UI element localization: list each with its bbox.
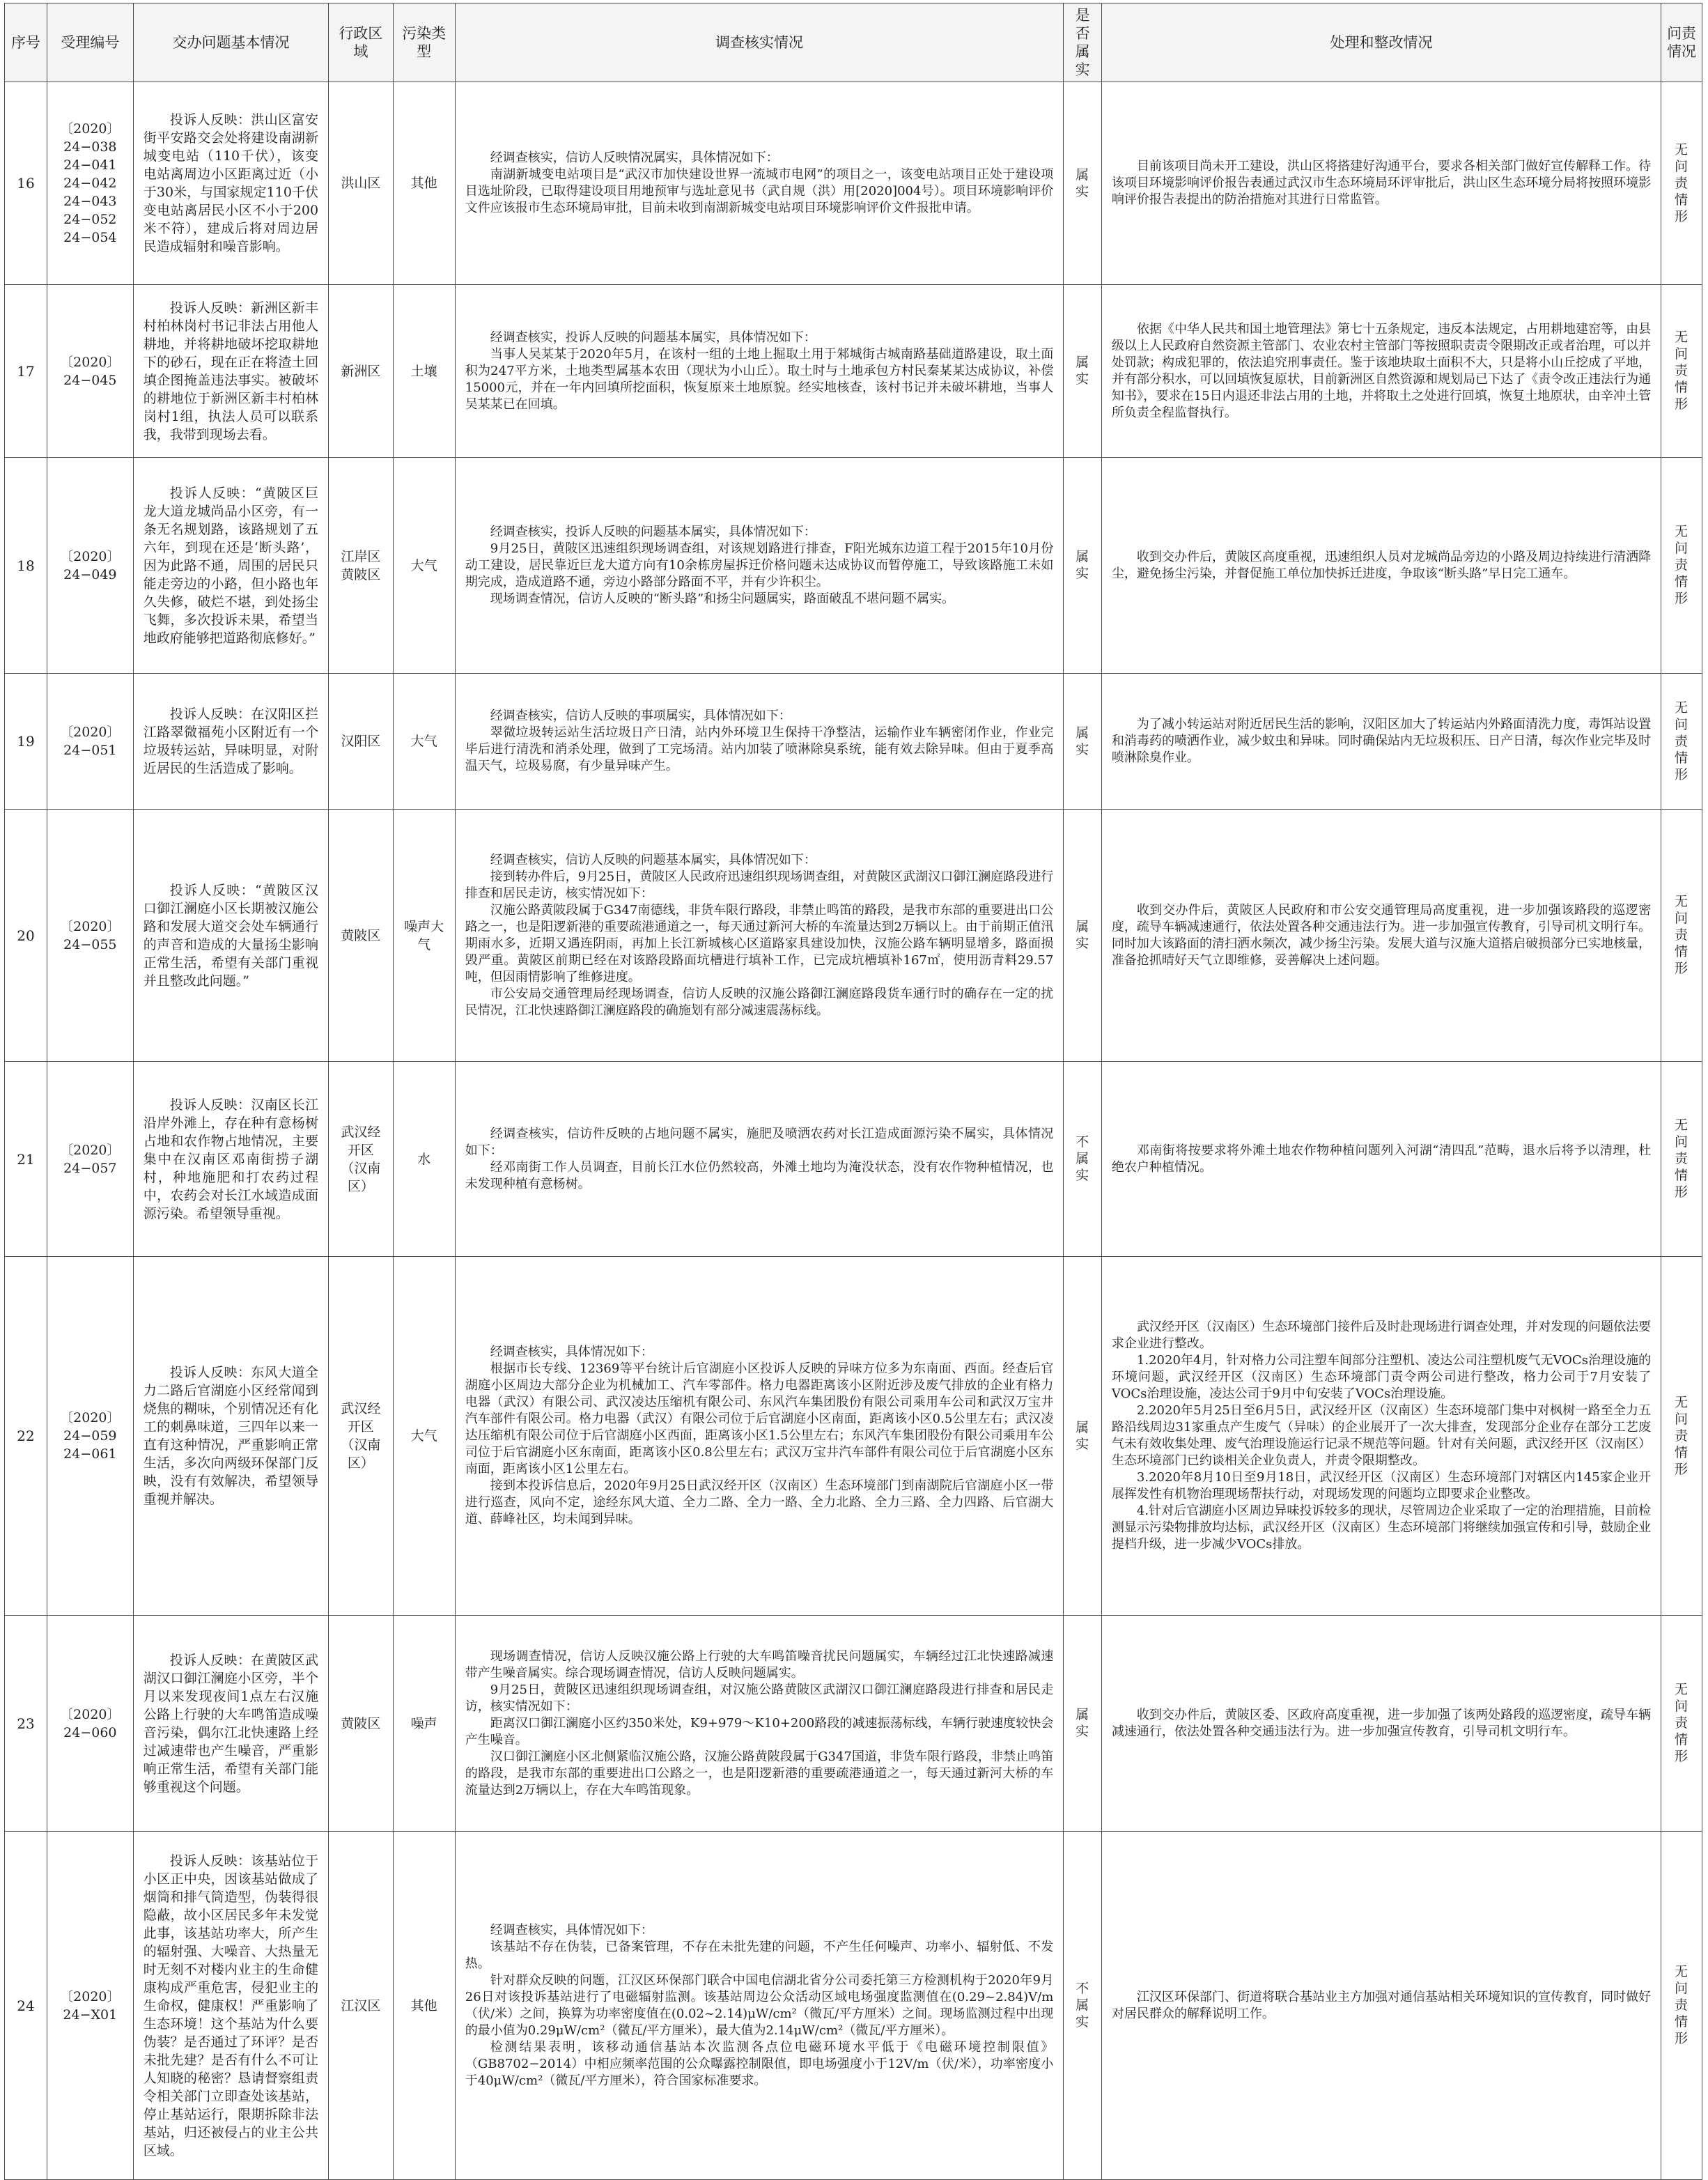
- verified-text: 属实: [1076, 167, 1090, 199]
- cell-area: 江岸区黄陂区: [329, 458, 393, 674]
- issue-text: 投诉人反映：“黄陂区巨龙大道龙城尚品小区旁，有一条无名规划路，该路规划了五六年，到现在还是‘断头路’，因为此路不通，周围的居民只能走旁边的小路，但小路也年久失修，破烂不堪，到处扬尘飞舞，多次投诉未果，希望当地政府能够把道路彻底修好。”: [143, 485, 319, 646]
- cell-id: [47, 1616, 133, 1832]
- cell-issue: [133, 1616, 328, 1832]
- case-id: 〔2020〕: [60, 725, 121, 740]
- cell-area: 汉阳区: [329, 674, 393, 810]
- case-id: 24−054: [63, 230, 117, 245]
- case-id: 〔2020〕: [60, 548, 121, 564]
- case-id: 24−038: [63, 139, 117, 155]
- handling-paragraph: 3.2020年8月10日至9月18日，武汉经开区（汉南区）生态环境部门对辖区内145家企业开展挥发性有机物治理现场帮扶行动，对现场发现的问题均立即要求企业整改。: [1111, 1470, 1652, 1501]
- cell-id: [47, 1257, 133, 1616]
- accountability-text: 无问责情形: [1675, 1394, 1689, 1477]
- verified-text: 属实: [1076, 1419, 1090, 1452]
- petition-table-sheet: [4, 3, 1702, 2180]
- issue-text: 投诉人反映：洪山区富安街平安路交会处将建设南湖新城变电站（110千伏），该变电站离周边小区距离过近（小于30米，与国家规定110千伏变电站离居民小区不小于200米不符），建成后将对周边居民造成辐射和噪音影响。: [143, 112, 319, 254]
- table-header: [5, 3, 1702, 82]
- cell-verified: [1064, 810, 1102, 1062]
- investigation-paragraph: 经调查核实，信访人反映情况属实，具体情况如下：: [490, 150, 779, 165]
- investigation-paragraph: 经调查核实，具体情况如下：: [490, 1922, 653, 1938]
- cell-accountability: [1661, 458, 1702, 674]
- accountability-text: 无问责情形: [1675, 330, 1689, 412]
- investigation-paragraph: 接到转办件后，9月25日，黄陂区人民政府迅速组织现场调查组，对黄陂区武湖汉口御江澜庭路段进行排查和居民走访，核实情况如下：: [465, 869, 1054, 901]
- handling-paragraph: 依据《中华人民共和国土地管理法》第七十五条规定，违反本法规定，占用耕地建窑等，由县级以上人民政府自然资源主管部门、农业农村主管部门等按照职责责令限期改正或者治理，可以并处罚款；构成犯罪的，依法追究刑事责任。鉴于该地块取土面积不大，只是将小山丘挖成了平地，并有部分积水，可以回填恢复原状，目前新洲区自然资源和规划局已下达了《责令改正违法行为通知书》，要求在15日内退还非法占用的土地，并将取土之处进行回填，恢复土地原状，由辛冲土管所负责全程监督执行。: [1111, 321, 1652, 420]
- header-investigation: 调查核实情况: [455, 3, 1064, 82]
- cell-seq: 22: [5, 1257, 47, 1616]
- accountability-text: 无问责情形: [1675, 1118, 1689, 1200]
- cell-investigation: [455, 674, 1064, 810]
- table-row: [5, 674, 1702, 810]
- cell-type: 其他: [393, 1832, 455, 2180]
- cell-area: 武汉经开区（汉南区）: [329, 1062, 393, 1257]
- issue-text: 投诉人反映：该基站位于小区正中央，因该基站做成了烟筒和排气筒造型，伪装得很隐蔽，故小区居民多年未发觉此事，该基站功率大，所产生的辐射强、大噪音、大热量无时无刻不对楼内业主的生命健康构成严重危害，侵犯业主的生命权，健康权！严重影响了生态环境！这个基站为什么要伪装？是否通过了环评？是否未批先建？是否有什么不可让人知晓的秘密？恳请督察组责令相关部门立即查处该基站，停止基站运行，限期拆除非法基站，归还被侵占的业主公共区域。: [143, 1853, 319, 2158]
- cell-seq: 20: [5, 810, 47, 1062]
- table-row: [5, 1832, 1702, 2180]
- header-id: 受理编号: [47, 3, 133, 82]
- cell-issue: [133, 458, 328, 674]
- header-type: 污染类型: [393, 3, 455, 82]
- cell-accountability: [1661, 1616, 1702, 1832]
- case-id: 24−049: [63, 566, 117, 582]
- case-id: 24−059: [63, 1428, 117, 1444]
- cell-accountability: [1661, 82, 1702, 285]
- cell-id: [47, 810, 133, 1062]
- cell-accountability: [1661, 674, 1702, 810]
- case-id: 〔2020〕: [60, 1142, 121, 1158]
- issue-text: 投诉人反映：“黄陂区汉口御江澜庭小区长期被汉施公路和发展大道交会处车辆通行的声音和造成的大量扬尘影响正常生活，希望有关部门重视并且整改此问题。”: [143, 882, 319, 989]
- header-accountability: 问责情况: [1661, 3, 1702, 82]
- investigation-paragraph: 经调查核实，具体情况如下：: [490, 1345, 653, 1359]
- cell-handling: [1101, 285, 1661, 458]
- cell-type: 水: [393, 1062, 455, 1257]
- handling-paragraph: 目前该项目尚未开工建设，洪山区将搭建好沟通平台，要求各相关部门做好宣传解释工作。待该项目环境影响评价报告表通过武汉市生态环境局环评审批后，洪山区生态环境分局将按照环境影响评价报告表提出的防治措施对其进行日常监管。: [1111, 159, 1652, 207]
- verified-text: 不属实: [1076, 1134, 1090, 1183]
- case-id: 24−051: [63, 743, 117, 758]
- cell-handling: [1101, 1616, 1661, 1832]
- accountability-text: 无问责情形: [1675, 141, 1689, 224]
- verified-text: 属实: [1076, 725, 1090, 757]
- cell-verified: [1064, 285, 1102, 458]
- investigation-paragraph: 9月25日，黄陂区迅速组织现场调查组，对汉施公路黄陂区武湖汉口御江澜庭路段进行排查和居民走访，核实情况如下：: [465, 1682, 1054, 1714]
- cell-handling: [1101, 1832, 1661, 2180]
- cell-id: [47, 285, 133, 458]
- cell-issue: [133, 1257, 328, 1616]
- investigation-paragraph: 距离汉口御江澜庭小区约350米处，K9+979～K10+200路段的减速振荡标线，车辆行驶速度较快会产生噪音。: [465, 1715, 1054, 1747]
- cell-type: 其他: [393, 82, 455, 285]
- issue-text: 投诉人反映：东风大道全力二路后官湖庭小区经常闻到烧焦的糊味，个别情况还有化工的刺鼻味道，三四年以来一直有这种情况，严重影响正常生活，多次向两级环保部门反映，没有有效解决，希望领导重视并解决。: [143, 1365, 319, 1507]
- accountability-text: 无问责情形: [1675, 1964, 1689, 2046]
- case-id: 24−061: [63, 1446, 117, 1462]
- cell-seq: 23: [5, 1616, 47, 1832]
- cell-id: [47, 458, 133, 674]
- case-id: 24−X01: [63, 2007, 118, 2023]
- cell-verified: [1064, 1062, 1102, 1257]
- cell-issue: [133, 285, 328, 458]
- cell-issue: [133, 1832, 328, 2180]
- cell-verified: [1064, 458, 1102, 674]
- verified-text: 属实: [1076, 1707, 1090, 1739]
- investigation-paragraph: 针对群众反映的问题，江汉区环保部门联合中国电信湖北省分公司委托第三方检测机构于2020年9月26日对该投诉基站进行了电磁辐射监测。该基站周边公众活动区域电场强度监测值在(0.29~2.84)V/m（伏/米）之间，换算为功率密度值在(0.02~2.14)μW/cm²（微瓦/平方厘米）之间。现场监测过程中出现的最小值为0.29μW/cm²（微瓦/平方厘米），最大值为2.14μW/cm²（微瓦/平方厘米）。: [465, 1972, 1054, 2038]
- cell-seq: 21: [5, 1062, 47, 1257]
- investigation-paragraph: 经调查核实，信访件反映的占地问题不属实，施肥及喷洒农药对长江造成面源污染不属实，具体情况如下：: [465, 1126, 1054, 1158]
- cell-area: 江汉区: [329, 1832, 393, 2180]
- verified-text: 属实: [1076, 549, 1090, 581]
- cell-handling: [1101, 82, 1661, 285]
- cell-investigation: [455, 1832, 1064, 2180]
- case-id: 24−043: [63, 194, 117, 209]
- cell-type: 大气: [393, 458, 455, 674]
- case-id: 24−052: [63, 212, 117, 227]
- cell-handling: [1101, 458, 1661, 674]
- cell-type: 噪声: [393, 1616, 455, 1832]
- cell-verified: [1064, 674, 1102, 810]
- cell-area: 黄陂区: [329, 1616, 393, 1832]
- case-id: 24−055: [63, 936, 117, 952]
- header-issue: 交办问题基本情况: [133, 3, 328, 82]
- case-id: 24−060: [63, 1724, 117, 1740]
- verified-text: 不属实: [1076, 1981, 1090, 2030]
- investigation-paragraph: 汉口御江澜庭小区北侧紧临汉施公路，汉施公路黄陂段属于G347国道，非货车限行路段，非禁止鸣笛的路段，是我市东部的重要进出口公路之一，也是阳逻新港的重要疏港通道之一，每天通过新河大桥的车流量达到2万辆以上，存在大车鸣笛现象。: [465, 1749, 1054, 1798]
- issue-text: 投诉人反映：汉南区长江沿岸外滩上，存在种有意杨树占地和农作物占地情况，主要集中在汉南区邓南街捞子湖村，种地施肥和打农药过程中，农药会对长江水域造成面源污染。希望领导重视。: [143, 1097, 319, 1221]
- investigation-paragraph: 现场调查情况，信访人反映的“断头路”和扬尘问题属实，路面破乱不堪问题不属实。: [490, 591, 955, 606]
- handling-paragraph: 江汉区环保部门、街道将联合基站业主方加强对通信基站相关环境知识的宣传教育，同时做好对居民群众的解释说明工作。: [1111, 1989, 1652, 2021]
- cell-type: 大气: [393, 674, 455, 810]
- verified-text: 属实: [1076, 919, 1090, 951]
- case-id: 〔2020〕: [60, 1988, 121, 2004]
- investigation-paragraph: 根据市长专线、12369等平台统计后官湖庭小区投诉人反映的异味方位多为东南面、西面。经查后官湖庭小区周边大部分企业为机械加工、汽车零部件。格力电器距离该小区附近涉及废气排放的企业有格力电器（武汉）有限公司、武汉凌达压缩机有限公司、东风汽车集团股份有限公司乘用车公司和武汉万宝井汽车部件有限公司。格力电器（武汉）有限公司位于后官湖庭小区南面，距离该小区0.5公里左右；武汉凌达压缩机有限公司位于后官湖庭小区西面，距离该小区1.5公里左右；东风汽车集团股份有限公司乘用车公司位于后官湖庭小区东南面，距离该小区0.8公里左右；武汉万宝井汽车部件有限公司位于后官湖庭小区东南面，距离该小区1公里左右。: [465, 1361, 1054, 1476]
- cell-type: 噪声大气: [393, 810, 455, 1062]
- investigation-paragraph: 翠微垃圾转运站生活垃圾日产日清，站内外环境卫生保持干净整洁，运输作业车辆密闭作业，作业完毕后进行清洗和消杀处理，做到了工完场清。站内加装了喷淋除臭系统，能有效去除异味。但由于夏季高温天气，垃圾易腐，有少量异味产生。: [465, 725, 1054, 773]
- investigation-paragraph: 汉施公路黄陂段属于G347南德线，非货车限行路段，非禁止鸣笛的路段，是我市东部的重要进出口公路之一，也是阳逻新港的重要疏港通道之一，每天通过新河大桥的车流量达到2万辆以上。由于前期正值汛期雨水多，近期又遇连阴雨，再加上长江新城核心区道路家具建设加快，汉施公路车辆明显增多，路面损毁严重。黄陂区前期已经在对该路段路面坑槽进行填补工作，已完成坑槽填补167㎡，使用沥青料29.57吨，但因雨情影响了维修进度。: [465, 902, 1054, 984]
- cell-verified: [1064, 1832, 1102, 2180]
- header-verified: 是否属实: [1064, 3, 1102, 82]
- case-id: 〔2020〕: [60, 1410, 121, 1425]
- cell-handling: [1101, 810, 1661, 1062]
- case-id: 〔2020〕: [60, 918, 121, 934]
- investigation-paragraph: 经调查核实，信访人反映的问题基本属实，具体情况如下：: [490, 852, 816, 867]
- handling-paragraph: 1.2020年4月，针对格力公司注塑车间部分注塑机、凌达公司注塑机废气无VOCs治理设施的环境问题，武汉经开区（汉南区）生态环境部门责令两公司进行整改，格力公司于7月安装了VOCs治理设施，凌达公司于9月中旬安装了VOCs治理设施。: [1111, 1353, 1652, 1401]
- cell-accountability: [1661, 285, 1702, 458]
- cell-seq: 16: [5, 82, 47, 285]
- accountability-text: 无问责情形: [1675, 524, 1689, 606]
- investigation-paragraph: 南湖新城变电站项目是“武汉市加快建设世界一流城市电网”的项目之一，该变电站项目正处于建设项目选址阶段，已取得建设项目用地预审与选址意见书（武自规（洪）用[2020]004号）。项目环境影响评价文件应该报市生态环境局审批，目前未收到南湖新城变电站项目环境影响评价文件报批申请。: [465, 167, 1054, 215]
- cell-seq: 19: [5, 674, 47, 810]
- cell-accountability: [1661, 1832, 1702, 2180]
- cell-issue: [133, 810, 328, 1062]
- handling-paragraph: 收到交办件后，黄陂区委、区政府高度重视，进一步加强了该两处路段的巡逻密度，疏导车辆减速通行，依法处置各种交通违法行为。进一步加强宣传教育，引导司机文明行车。: [1111, 1707, 1652, 1739]
- issue-text: 投诉人反映：在黄陂区武湖汉口御江澜庭小区旁，半个月以来发现夜间1点左右汉施公路上行驶的大车鸣笛造成噪音污染，偶尔江北快速路上经过减速带也产生噪音，严重影响正常生活，希望有关部门能够重视这个问题。: [143, 1652, 319, 1795]
- case-id: 24−041: [63, 157, 117, 173]
- header-area: 行政区域: [329, 3, 393, 82]
- table-row: [5, 810, 1702, 1062]
- cell-area: 洪山区: [329, 82, 393, 285]
- cell-seq: 24: [5, 1832, 47, 2180]
- cell-investigation: [455, 810, 1064, 1062]
- cell-investigation: [455, 1062, 1064, 1257]
- accountability-text: 无问责情形: [1675, 894, 1689, 976]
- issue-text: 投诉人反映：在汉阳区拦江路翠微福苑小区附近有一个垃圾转运站，异味明显，对附近居民的生活造成了影响。: [143, 706, 319, 776]
- cell-handling: [1101, 1257, 1661, 1616]
- table-row: [5, 1257, 1702, 1616]
- cell-id: [47, 674, 133, 810]
- investigation-paragraph: 经邓南街工作人员调查，目前长江水位仍然较高，外滩土地均为淹没状态，没有农作物种植情况，也未发现种植有意杨树。: [465, 1159, 1054, 1191]
- investigation-paragraph: 接到本投诉信息后，2020年9月25日武汉经开区（汉南区）生态环境部门到南湖院后官湖庭小区一带进行巡查，风向不定，途经东风大道、全力二路、全力一路、全力北路、全力三路、全力四路、后官湖大道、薛峰社区，均未闻到异味。: [465, 1478, 1054, 1526]
- case-id: 24−057: [63, 1160, 117, 1176]
- cell-investigation: [455, 1616, 1064, 1832]
- case-id: 24−042: [63, 176, 117, 191]
- handling-paragraph: 武汉经开区（汉南区）生态环境部门接件后及时赴现场进行调查处理，并对发现的问题依法要求企业进行整改。: [1111, 1320, 1652, 1351]
- table-row: [5, 285, 1702, 458]
- case-id: 〔2020〕: [60, 1706, 121, 1722]
- investigation-paragraph: 当事人吴某某于2020年5月，在该村一组的土地上掘取土用于邾城街古城南路基础道路建设，取土面积为247平方米，土地类型属基本农田（现状为小山丘）。取土时与土地承包方村民秦某某达成协议，补偿15000元，并在一年内回填所挖面积，恢复原来土地原貌。经实地核查，该村书记并未破坏耕地，当事人吴某某已在回填。: [465, 346, 1054, 412]
- cell-handling: [1101, 674, 1661, 810]
- investigation-paragraph: 经调查核实，信访人反映的事项属实，具体情况如下：: [490, 709, 791, 723]
- cell-area: 黄陂区: [329, 810, 393, 1062]
- cell-area: 武汉经开区（汉南区）: [329, 1257, 393, 1616]
- issue-text: 投诉人反映：新洲区新丰村柏林岗村书记非法占用他人耕地，并将耕地破坏挖取耕地下的砂石，现在正在将渣土回填企图掩盖违法事实。被破坏的耕地位于新洲区新丰村柏林岗村1组，执法人员可以联系我，我带到现场去看。: [143, 300, 319, 442]
- investigation-paragraph: 经调查核实，投诉人反映的问题基本属实，具体情况如下：: [490, 330, 816, 345]
- header-handling: 处理和整改情况: [1101, 3, 1661, 82]
- investigation-paragraph: 9月25日，黄陂区迅速组织现场调查组，对该规划路进行排查，F阳光城东边道工程于2015年10月份动工建设，居民靠近巨龙大道方向有10余栋房屋拆迁价格问题未达成协议而暂停施工，导致该路施工未如期完成，造成道路不通，旁边小路部分路面不平，并有少许积尘。: [465, 541, 1054, 589]
- handling-paragraph: 为了减小转运站对附近居民生活的影响，汉阳区加大了转运站内外路面清洗力度，毒饵站设置和消毒药的喷洒作业，减少蚊虫和异味。同时确保站内无垃圾积压、日产日清，每次作业完毕及时喷淋除臭作业。: [1111, 717, 1652, 765]
- table-row: [5, 458, 1702, 674]
- case-id: 24−045: [63, 372, 117, 388]
- case-id: 〔2020〕: [60, 354, 121, 370]
- cell-accountability: [1661, 1257, 1702, 1616]
- handling-paragraph: 收到交办件后，黄陂区高度重视，迅速组织人员对龙城尚品旁边的小路及周边持续进行清洒降尘，避免扬尘污染，并督促施工单位加快拆迁进度，争取该“断头路”早日完工通车。: [1111, 549, 1652, 581]
- cell-issue: [133, 1062, 328, 1257]
- cell-type: 土壤: [393, 285, 455, 458]
- cell-investigation: [455, 1257, 1064, 1616]
- investigation-paragraph: 该基站不存在伪装，已备案管理，不存在未批先建的问题，不产生任何噪声、功率小、辐射低、不发热。: [465, 1939, 1054, 1971]
- cell-investigation: [455, 285, 1064, 458]
- table-body: [5, 82, 1702, 2180]
- table-row: [5, 1062, 1702, 1257]
- handling-paragraph: 邓南街将按要求将外滩土地农作物种植问题列入河湖“清四乱”范畴，退水后将予以清理，杜绝农户种植情况。: [1111, 1143, 1652, 1175]
- header-seq: 序号: [5, 3, 47, 82]
- case-id: 〔2020〕: [60, 121, 121, 137]
- cell-issue: [133, 82, 328, 285]
- handling-paragraph: 4.针对后官湖庭小区周边异味投诉较多的现状，尽管周边企业采取了一定的治理措施，目前检测显示污染物排放均达标，武汉经开区（汉南区）生态环境部门将继续加强宣传和引导，鼓励企业提档升级，进一步减少VOCs排放。: [1111, 1503, 1652, 1552]
- cell-verified: [1064, 1257, 1102, 1616]
- cell-accountability: [1661, 1062, 1702, 1257]
- cell-verified: [1064, 82, 1102, 285]
- cell-seq: 18: [5, 458, 47, 674]
- investigation-paragraph: 经调查核实，投诉人反映的问题基本属实，具体情况如下：: [490, 524, 816, 539]
- cell-id: [47, 82, 133, 285]
- cell-id: [47, 1832, 133, 2180]
- cell-investigation: [455, 82, 1064, 285]
- cell-verified: [1064, 1616, 1102, 1832]
- verified-text: 属实: [1076, 355, 1090, 387]
- table-row: [5, 1616, 1702, 1832]
- handling-paragraph: 收到交办件后，黄陂区人民政府和市公安交通管理局高度重视，进一步加强该路段的巡逻密度，疏导车辆减速通行，依法处置各种交通违法行为。进一步加强宣传教育，引导司机文明行车。同时加大该路面的清扫洒水频次，减少扬尘污染。发展大道与汉施大道搭启破损部分已实地核量，准备抢抓晴好天气立即维修，妥善解决上述问题。: [1111, 902, 1652, 968]
- accountability-text: 无问责情形: [1675, 699, 1689, 782]
- table-row: [5, 82, 1702, 285]
- cell-area: 新洲区: [329, 285, 393, 458]
- cell-issue: [133, 674, 328, 810]
- cell-handling: [1101, 1062, 1661, 1257]
- petition-table: [4, 3, 1702, 2180]
- investigation-paragraph: 检测结果表明，该移动通信基站本次监测各点位电磁环境水平低于《电磁环境控制限值》（GB8702−2014）中相应频率范围的公众曝露控制限值，即电场强度小于12V/m（伏/米），功率密度小于40μW/cm²（微瓦/平方厘米），符合国家标准要求。: [465, 2039, 1054, 2088]
- cell-accountability: [1661, 810, 1702, 1062]
- cell-type: 大气: [393, 1257, 455, 1616]
- cell-investigation: [455, 458, 1064, 674]
- accountability-text: 无问责情形: [1675, 1682, 1689, 1764]
- handling-paragraph: 2.2020年5月25日至6月5日，武汉经开区（汉南区）生态环境部门集中对枫树一路至全力五路沿线周边31家重点产生废气（异味）的企业展开了一次大排查，发现部分企业存在部分工艺废气未有效收集处理、废气治理设施运行记录不规范等问题。针对有关问题，武汉经开区（汉南区）生态环境部门已约谈相关企业负责人，并责令限期整改。: [1111, 1403, 1652, 1468]
- cell-id: [47, 1062, 133, 1257]
- investigation-paragraph: 市公安局交通管理局经现场调查，信访人反映的汉施公路御江澜庭路段货车通行时的确存在一定的扰民情况，江北快速路御江澜庭路段的确施划有部分减速震荡标线。: [465, 986, 1054, 1018]
- cell-seq: 17: [5, 285, 47, 458]
- investigation-paragraph: 现场调查情况，信访人反映汉施公路上行驶的大车鸣笛噪音扰民问题属实，车辆经过江北快速路减速带产生噪音属实。综合现场调查情况，信访人反映问题属实。: [465, 1648, 1054, 1680]
